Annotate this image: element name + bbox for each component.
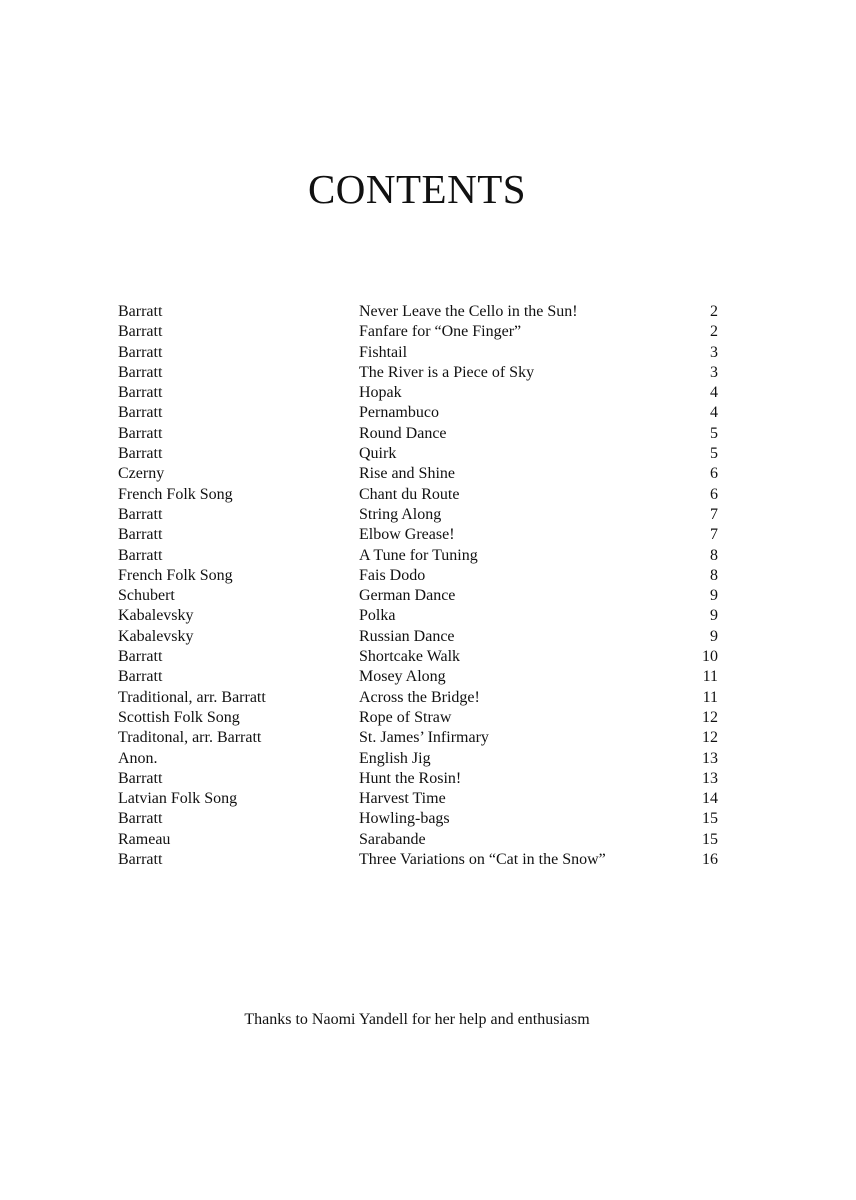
toc-row: [118, 850, 720, 870]
toc-piece-title: English Jig: [359, 749, 431, 767]
toc-page-number: 9: [710, 627, 718, 645]
toc-page-number: 4: [710, 384, 718, 402]
page-title: CONTENTS: [307, 166, 527, 212]
toc-piece-title: Sarabande: [359, 830, 426, 848]
toc-piece-title: Howling-bags: [359, 810, 450, 828]
toc-composer: Czerny: [118, 465, 165, 483]
toc-composer: Barratt: [118, 546, 163, 564]
toc-page-number: 7: [710, 526, 718, 544]
toc-piece-title: Hunt the Rosin!: [359, 769, 462, 787]
toc-page-number: 11: [702, 688, 718, 706]
toc-row: [118, 688, 720, 708]
toc-page-number: 11: [702, 668, 718, 686]
toc-page-number: 12: [702, 708, 718, 726]
toc-row: [118, 586, 720, 606]
toc-composer: Barratt: [118, 505, 163, 523]
toc-row: [118, 322, 720, 342]
toc-row: [118, 464, 720, 484]
toc-composer: Barratt: [118, 445, 163, 463]
toc-piece-title: The River is a Piece of Sky: [359, 363, 535, 381]
toc-piece-title: Fais Dodo: [359, 566, 426, 584]
toc-row: [118, 809, 720, 829]
toc-page-number: 8: [710, 546, 718, 564]
toc-piece-title: Pernambuco: [359, 404, 439, 422]
toc-page-number: 9: [710, 587, 718, 605]
toc-row: [118, 830, 720, 850]
toc-piece-title: Rise and Shine: [359, 465, 455, 483]
toc-row: [118, 566, 720, 586]
toc-composer: Barratt: [118, 810, 163, 828]
toc-composer: Anon.: [118, 749, 158, 767]
toc-row: [118, 403, 720, 423]
toc-page-number: 7: [710, 505, 718, 523]
toc-composer: Traditonal, arr. Barratt: [118, 729, 262, 747]
toc-page-number: 6: [710, 485, 718, 503]
toc-piece-title: Hopak: [359, 384, 402, 402]
toc-composer: Barratt: [118, 404, 163, 422]
toc-row: [118, 444, 720, 464]
toc-row: [118, 728, 720, 748]
toc-row: [118, 627, 720, 647]
toc-piece-title: Polka: [359, 607, 396, 625]
toc-row: [118, 789, 720, 809]
toc-row: [118, 546, 720, 566]
toc-piece-title: Shortcake Walk: [359, 648, 461, 666]
toc-piece-title: Fanfare for “One Finger”: [359, 323, 522, 341]
toc-row: [118, 525, 720, 545]
toc-row: [118, 302, 720, 322]
toc-row: [118, 667, 720, 687]
toc-composer: Rameau: [118, 830, 171, 848]
toc-page-number: 13: [702, 769, 718, 787]
toc-page-number: 5: [710, 445, 718, 463]
toc-composer: French Folk Song: [118, 485, 233, 503]
toc-row: [118, 383, 720, 403]
toc-piece-title: A Tune for Tuning: [359, 546, 478, 564]
toc-piece-title: Never Leave the Cello in the Sun!: [359, 303, 578, 320]
toc-piece-title: Across the Bridge!: [359, 688, 480, 706]
toc-piece-title: Fishtail: [359, 343, 408, 361]
toc-composer: Barratt: [118, 851, 163, 869]
toc-row: [118, 749, 720, 769]
toc-piece-title: Russian Dance: [359, 627, 455, 645]
toc-composer: Traditional, arr. Barratt: [118, 688, 266, 706]
toc-composer: Barratt: [118, 303, 163, 320]
toc-composer: Barratt: [118, 343, 163, 361]
toc-row: [118, 485, 720, 505]
toc-composer: Barratt: [118, 323, 163, 341]
toc-row: [118, 606, 720, 626]
toc-page-number: 12: [702, 729, 718, 747]
toc-composer: Latvian Folk Song: [118, 790, 238, 808]
toc-piece-title: Harvest Time: [359, 790, 446, 808]
toc-composer: Barratt: [118, 648, 163, 666]
toc-row: [118, 647, 720, 667]
table-of-contents: [118, 302, 720, 870]
toc-composer: French Folk Song: [118, 566, 233, 584]
toc-composer: Schubert: [118, 587, 175, 605]
toc-composer: Kabalevsky: [118, 627, 194, 645]
toc-composer: Scottish Folk Song: [118, 708, 240, 726]
toc-page-number: 8: [710, 566, 718, 584]
toc-piece-title: Quirk: [359, 445, 397, 463]
toc-row: [118, 343, 720, 363]
toc-page-number: 3: [710, 343, 718, 361]
toc-page-number: 5: [710, 424, 718, 442]
toc-composer: Barratt: [118, 769, 163, 787]
toc-composer: Barratt: [118, 363, 163, 381]
toc-piece-title: Elbow Grease!: [359, 526, 455, 544]
toc-composer: Barratt: [118, 384, 163, 402]
toc-piece-title: St. James’ Infirmary: [359, 729, 489, 747]
toc-page-number: 13: [702, 749, 718, 767]
toc-page-number: 14: [702, 790, 718, 808]
toc-page-number: 3: [710, 363, 718, 381]
toc-page-number: 10: [702, 648, 718, 666]
acknowledgement: Thanks to Naomi Yandell for her help and enthusiasm: [244, 1011, 590, 1028]
toc-page-number: 6: [710, 465, 718, 483]
toc-piece-title: String Along: [359, 505, 442, 523]
toc-composer: Barratt: [118, 668, 163, 686]
toc-piece-title: Rope of Straw: [359, 708, 452, 726]
toc-row: [118, 505, 720, 525]
toc-page-number: 9: [710, 607, 718, 625]
toc-piece-title: Three Variations on “Cat in the Snow”: [359, 851, 606, 869]
toc-page-number: 15: [702, 810, 718, 828]
toc-row: [118, 708, 720, 728]
toc-page-number: 2: [710, 323, 718, 341]
toc-row: [118, 363, 720, 383]
toc-composer: Barratt: [118, 424, 163, 442]
toc-composer: Kabalevsky: [118, 607, 194, 625]
toc-piece-title: Mosey Along: [359, 668, 446, 686]
toc-page-number: 2: [710, 303, 718, 320]
toc-page-number: 4: [710, 404, 718, 422]
toc-composer: Barratt: [118, 526, 163, 544]
toc-row: [118, 769, 720, 789]
toc-piece-title: Chant du Route: [359, 485, 460, 503]
toc-page-number: 16: [702, 851, 718, 869]
toc-row: [118, 424, 720, 444]
toc-piece-title: Round Dance: [359, 424, 447, 442]
toc-page-number: 15: [702, 830, 718, 848]
toc-piece-title: German Dance: [359, 587, 456, 605]
